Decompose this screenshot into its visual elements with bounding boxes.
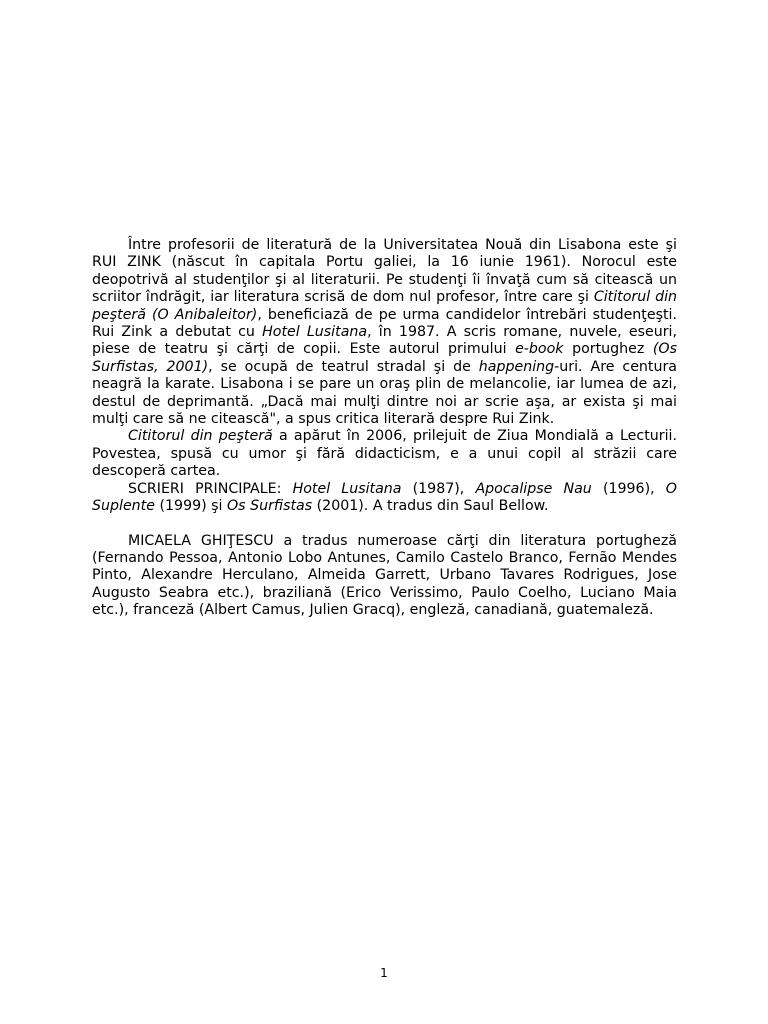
text-run: , beneficiază de pe urma candidelor întrebări studenţeşti. Rui Zink a debutat cu [92,306,677,341]
paragraph-author-bio [92,237,677,428]
text-run: a apărut în 2006, prilejuit de Ziua Mondială a Lecturii. Povestea, spusă cu umor şi fără didacticism, e a unui copil al străzii care descoperă cartea. [92,428,677,480]
page-number: 1 [380,966,388,980]
italic-title: Hotel Lusitana [292,480,402,497]
italic-title: Apocalipse Nau [475,480,592,497]
body-text [92,237,677,620]
text-run: (1999) şi [154,498,228,515]
italic-title: e-book [515,341,564,358]
italic-title: Hotel Lusitana [262,324,368,341]
paragraph-main-works [92,481,677,516]
text-run: -uri. Are centura neagră la karate. Lisabona i se pare un oraş plin de melancolie, iar lumea de azi, destul de deprimantă. „Dacă mai mulţi dintre noi ar scrie aşa, ar exista şi mai mulţi care să ne citească", a spus critica literară despre Rui Zink. [92,358,677,428]
text-run: (1996), [591,480,666,497]
italic-title: happening [478,358,555,375]
text-run: (2001). A tradus din Saul Bellow. [312,498,549,515]
text-run: portughez [563,341,653,358]
italic-title: Cititorul din peşteră [128,428,273,445]
italic-title: Os Surfistas [227,498,313,515]
text-run: SCRIERI PRINCIPALE: [128,480,293,497]
italic-title: Cititorul din peşteră (O Anibaleitor) [92,289,678,323]
text-run: Între profesorii de literatură de la Universitatea Nouă din Lisabona este şi RUI ZINK (născut în capitala Portu galiei, la 16 iunie 1961). Norocul este deopotrivă al studenţilor şi al literaturii. Pe studenţi îi învaţă cum să citească un scriitor îndrăgit, iar literatura scrisă de dom nul profesor, între care şi [92,237,677,306]
italic-title: (Os Surfistas, 2001) [92,341,677,375]
text-run: (1987), [401,480,476,497]
text-run: , se ocupă de teatrul stradal şi de [208,358,479,375]
paragraph-translator-bio [92,533,677,620]
text-run: MICAELA GHIŢESCU a tradus numeroase cărţi din literatura portugheză (Fernando Pessoa, Antonio Lobo Antunes, Camilo Castelo Branco, Fernão Mendes Pinto, Alexandre Herculano, Almeida Garrett, Urbano Tavares Rodrigues, Jose Augusto Seabra etc.), braziliană (Erico Verissimo, Paulo Coelho, Luciano Maia etc.), franceză (Albert Camus, Julien Gracq), engleză, canadiană, guatemaleză. [92,532,677,619]
paragraph-book-description [92,428,677,480]
text-run: , în 1987. A scris romane, nuvele, eseuri, piese de teatru şi cărţi de copii. Este autorul primului [92,324,678,358]
italic-title: O Suplente [92,480,677,515]
